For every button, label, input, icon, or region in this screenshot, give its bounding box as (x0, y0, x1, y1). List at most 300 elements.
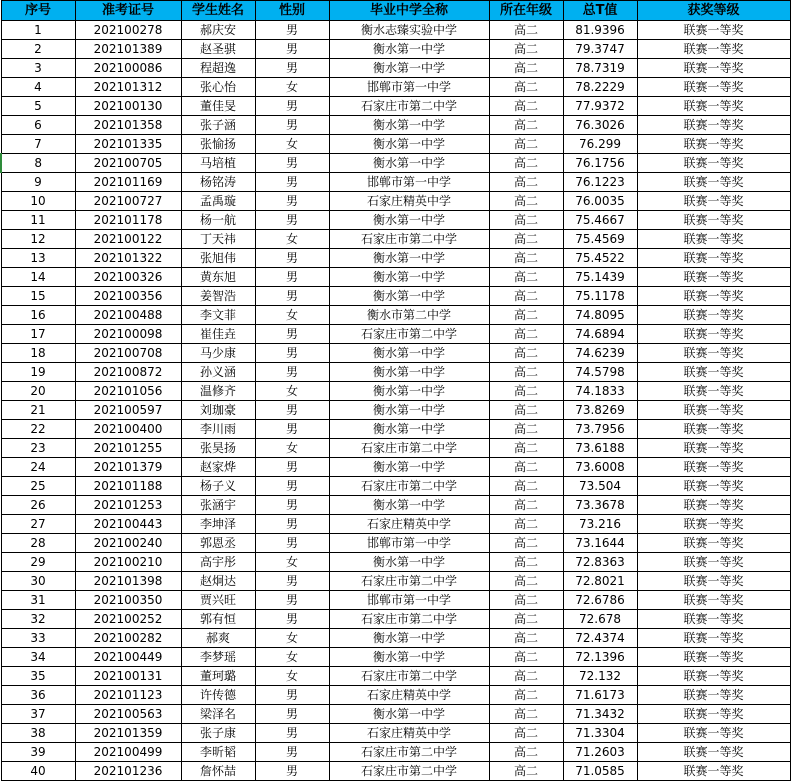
cell-award-level[interactable]: 联赛一等奖 (637, 192, 790, 211)
cell-total-t[interactable]: 75.1439 (563, 268, 637, 287)
cell-gender[interactable]: 女 (255, 439, 329, 458)
cell-grade[interactable]: 高二 (489, 211, 563, 230)
cell-award-level[interactable]: 联赛一等奖 (637, 591, 790, 610)
cell-school[interactable]: 石家庄精英中学 (329, 192, 489, 211)
cell-student-name[interactable]: 贾兴旺 (181, 591, 255, 610)
cell-grade[interactable]: 高二 (489, 40, 563, 59)
cell-school[interactable]: 衡水市第二中学 (329, 306, 489, 325)
cell-exam-id[interactable]: 202100563 (75, 705, 181, 724)
cell-exam-id[interactable]: 202101312 (75, 78, 181, 97)
cell-award-level[interactable]: 联赛一等奖 (637, 230, 790, 249)
cell-award-level[interactable]: 联赛一等奖 (637, 211, 790, 230)
column-header-total-t[interactable]: 总T值 (563, 1, 637, 21)
cell-grade[interactable]: 高二 (489, 477, 563, 496)
cell-total-t[interactable]: 73.7956 (563, 420, 637, 439)
cell-gender[interactable]: 男 (255, 154, 329, 173)
cell-student-name[interactable]: 张心怡 (181, 78, 255, 97)
cell-student-name[interactable]: 梁泽名 (181, 705, 255, 724)
cell-index[interactable]: 14 (1, 268, 75, 287)
cell-student-name[interactable]: 许传德 (181, 686, 255, 705)
cell-award-level[interactable]: 联赛一等奖 (637, 21, 790, 40)
cell-school[interactable]: 衡水第一中学 (329, 363, 489, 382)
cell-total-t[interactable]: 76.3026 (563, 116, 637, 135)
cell-index[interactable]: 10 (1, 192, 75, 211)
cell-index[interactable]: 37 (1, 705, 75, 724)
cell-exam-id[interactable]: 202100282 (75, 629, 181, 648)
cell-index[interactable]: 27 (1, 515, 75, 534)
cell-exam-id[interactable]: 202100122 (75, 230, 181, 249)
cell-total-t[interactable]: 74.6239 (563, 344, 637, 363)
cell-award-level[interactable]: 联赛一等奖 (637, 363, 790, 382)
cell-exam-id[interactable]: 202100326 (75, 268, 181, 287)
cell-total-t[interactable]: 72.678 (563, 610, 637, 629)
cell-student-name[interactable]: 高宇彤 (181, 553, 255, 572)
cell-gender[interactable]: 男 (255, 705, 329, 724)
cell-gender[interactable]: 女 (255, 135, 329, 154)
cell-exam-id[interactable]: 202101178 (75, 211, 181, 230)
cell-total-t[interactable]: 78.7319 (563, 59, 637, 78)
cell-exam-id[interactable]: 202100240 (75, 534, 181, 553)
cell-exam-id[interactable]: 202100488 (75, 306, 181, 325)
cell-index[interactable]: 24 (1, 458, 75, 477)
cell-school[interactable]: 石家庄市第二中学 (329, 439, 489, 458)
cell-award-level[interactable]: 联赛一等奖 (637, 59, 790, 78)
cell-grade[interactable]: 高二 (489, 97, 563, 116)
cell-index[interactable]: 22 (1, 420, 75, 439)
cell-school[interactable]: 石家庄市第二中学 (329, 743, 489, 762)
cell-grade[interactable]: 高二 (489, 306, 563, 325)
cell-student-name[interactable]: 李川雨 (181, 420, 255, 439)
cell-grade[interactable]: 高二 (489, 496, 563, 515)
cell-student-name[interactable]: 郝爽 (181, 629, 255, 648)
cell-student-name[interactable]: 赵圣骐 (181, 40, 255, 59)
cell-student-name[interactable]: 张子涵 (181, 116, 255, 135)
cell-exam-id[interactable]: 202101236 (75, 762, 181, 781)
cell-exam-id[interactable]: 202100098 (75, 325, 181, 344)
cell-total-t[interactable]: 72.1396 (563, 648, 637, 667)
cell-award-level[interactable]: 联赛一等奖 (637, 173, 790, 192)
cell-index[interactable]: 15 (1, 287, 75, 306)
cell-student-name[interactable]: 杨子义 (181, 477, 255, 496)
cell-gender[interactable]: 男 (255, 97, 329, 116)
cell-grade[interactable]: 高二 (489, 591, 563, 610)
cell-total-t[interactable]: 71.3432 (563, 705, 637, 724)
cell-school[interactable]: 衡水第一中学 (329, 401, 489, 420)
cell-gender[interactable]: 男 (255, 211, 329, 230)
cell-student-name[interactable]: 李坤泽 (181, 515, 255, 534)
cell-grade[interactable]: 高二 (489, 515, 563, 534)
cell-index[interactable]: 12 (1, 230, 75, 249)
cell-grade[interactable]: 高二 (489, 458, 563, 477)
cell-grade[interactable]: 高二 (489, 705, 563, 724)
cell-exam-id[interactable]: 202100449 (75, 648, 181, 667)
cell-total-t[interactable]: 74.1833 (563, 382, 637, 401)
cell-award-level[interactable]: 联赛一等奖 (637, 667, 790, 686)
cell-index[interactable]: 36 (1, 686, 75, 705)
cell-school[interactable]: 衡水第一中学 (329, 705, 489, 724)
cell-index[interactable]: 13 (1, 249, 75, 268)
cell-grade[interactable]: 高二 (489, 363, 563, 382)
cell-grade[interactable]: 高二 (489, 572, 563, 591)
cell-gender[interactable]: 女 (255, 382, 329, 401)
cell-exam-id[interactable]: 202100872 (75, 363, 181, 382)
cell-student-name[interactable]: 马培植 (181, 154, 255, 173)
cell-grade[interactable]: 高二 (489, 648, 563, 667)
cell-total-t[interactable]: 81.9396 (563, 21, 637, 40)
cell-student-name[interactable]: 刘珈豪 (181, 401, 255, 420)
cell-gender[interactable]: 女 (255, 78, 329, 97)
cell-exam-id[interactable]: 202101379 (75, 458, 181, 477)
cell-total-t[interactable]: 72.132 (563, 667, 637, 686)
cell-award-level[interactable]: 联赛一等奖 (637, 496, 790, 515)
cell-total-t[interactable]: 77.9372 (563, 97, 637, 116)
cell-exam-id[interactable]: 202100350 (75, 591, 181, 610)
cell-student-name[interactable]: 张昊扬 (181, 439, 255, 458)
cell-index[interactable]: 39 (1, 743, 75, 762)
cell-grade[interactable]: 高二 (489, 629, 563, 648)
cell-total-t[interactable]: 72.4374 (563, 629, 637, 648)
cell-total-t[interactable]: 72.6786 (563, 591, 637, 610)
cell-student-name[interactable]: 李文菲 (181, 306, 255, 325)
cell-award-level[interactable]: 联赛一等奖 (637, 344, 790, 363)
cell-total-t[interactable]: 75.4522 (563, 249, 637, 268)
cell-index[interactable]: 1 (1, 21, 75, 40)
cell-student-name[interactable]: 杨铭涛 (181, 173, 255, 192)
cell-total-t[interactable]: 73.6008 (563, 458, 637, 477)
cell-grade[interactable]: 高二 (489, 553, 563, 572)
cell-gender[interactable]: 男 (255, 59, 329, 78)
cell-index[interactable]: 18 (1, 344, 75, 363)
cell-student-name[interactable]: 黄东旭 (181, 268, 255, 287)
cell-index[interactable]: 35 (1, 667, 75, 686)
cell-index[interactable]: 17 (1, 325, 75, 344)
cell-index[interactable]: 11 (1, 211, 75, 230)
column-header-grade[interactable]: 所在年级 (489, 1, 563, 21)
cell-award-level[interactable]: 联赛一等奖 (637, 458, 790, 477)
cell-exam-id[interactable]: 202101335 (75, 135, 181, 154)
cell-gender[interactable]: 男 (255, 401, 329, 420)
cell-gender[interactable]: 女 (255, 306, 329, 325)
cell-grade[interactable]: 高二 (489, 762, 563, 781)
cell-gender[interactable]: 男 (255, 496, 329, 515)
cell-index[interactable]: 32 (1, 610, 75, 629)
cell-index[interactable]: 19 (1, 363, 75, 382)
cell-exam-id[interactable]: 202101359 (75, 724, 181, 743)
cell-total-t[interactable]: 73.216 (563, 515, 637, 534)
cell-student-name[interactable]: 程超逸 (181, 59, 255, 78)
cell-total-t[interactable]: 72.8363 (563, 553, 637, 572)
cell-exam-id[interactable]: 202101253 (75, 496, 181, 515)
cell-grade[interactable]: 高二 (489, 154, 563, 173)
cell-total-t[interactable]: 75.4569 (563, 230, 637, 249)
cell-award-level[interactable]: 联赛一等奖 (637, 154, 790, 173)
cell-student-name[interactable]: 董珂璐 (181, 667, 255, 686)
cell-index[interactable]: 20 (1, 382, 75, 401)
cell-exam-id[interactable]: 202100278 (75, 21, 181, 40)
cell-school[interactable]: 衡水第一中学 (329, 154, 489, 173)
cell-school[interactable]: 衡水第一中学 (329, 268, 489, 287)
cell-award-level[interactable]: 联赛一等奖 (637, 382, 790, 401)
cell-school[interactable]: 石家庄市第二中学 (329, 762, 489, 781)
cell-gender[interactable]: 女 (255, 230, 329, 249)
cell-student-name[interactable]: 张子康 (181, 724, 255, 743)
cell-grade[interactable]: 高二 (489, 420, 563, 439)
cell-student-name[interactable]: 李梦瑶 (181, 648, 255, 667)
cell-school[interactable]: 石家庄市第二中学 (329, 230, 489, 249)
cell-grade[interactable]: 高二 (489, 439, 563, 458)
cell-student-name[interactable]: 詹怀喆 (181, 762, 255, 781)
cell-grade[interactable]: 高二 (489, 401, 563, 420)
cell-exam-id[interactable]: 202100705 (75, 154, 181, 173)
cell-student-name[interactable]: 孟禹璇 (181, 192, 255, 211)
cell-student-name[interactable]: 杨一航 (181, 211, 255, 230)
cell-school[interactable]: 衡水第一中学 (329, 211, 489, 230)
cell-award-level[interactable]: 联赛一等奖 (637, 686, 790, 705)
cell-total-t[interactable]: 75.4667 (563, 211, 637, 230)
cell-school[interactable]: 衡水第一中学 (329, 287, 489, 306)
cell-grade[interactable]: 高二 (489, 610, 563, 629)
cell-index[interactable]: 28 (1, 534, 75, 553)
cell-exam-id[interactable]: 202100252 (75, 610, 181, 629)
cell-award-level[interactable]: 联赛一等奖 (637, 306, 790, 325)
cell-school[interactable]: 邯郸市第一中学 (329, 173, 489, 192)
cell-gender[interactable]: 男 (255, 724, 329, 743)
cell-exam-id[interactable]: 202101169 (75, 173, 181, 192)
cell-award-level[interactable]: 联赛一等奖 (637, 705, 790, 724)
cell-award-level[interactable]: 联赛一等奖 (637, 610, 790, 629)
cell-school[interactable]: 石家庄市第二中学 (329, 667, 489, 686)
cell-school[interactable]: 衡水第一中学 (329, 249, 489, 268)
cell-award-level[interactable]: 联赛一等奖 (637, 534, 790, 553)
cell-grade[interactable]: 高二 (489, 249, 563, 268)
cell-exam-id[interactable]: 202101398 (75, 572, 181, 591)
cell-gender[interactable]: 男 (255, 591, 329, 610)
cell-grade[interactable]: 高二 (489, 743, 563, 762)
cell-award-level[interactable]: 联赛一等奖 (637, 325, 790, 344)
cell-total-t[interactable]: 73.504 (563, 477, 637, 496)
cell-school[interactable]: 石家庄市第二中学 (329, 572, 489, 591)
cell-grade[interactable]: 高二 (489, 724, 563, 743)
cell-grade[interactable]: 高二 (489, 534, 563, 553)
cell-grade[interactable]: 高二 (489, 173, 563, 192)
cell-student-name[interactable]: 郝庆安 (181, 21, 255, 40)
cell-index[interactable]: 16 (1, 306, 75, 325)
cell-school[interactable]: 衡水第一中学 (329, 496, 489, 515)
cell-index[interactable]: 29 (1, 553, 75, 572)
cell-gender[interactable]: 男 (255, 268, 329, 287)
cell-student-name[interactable]: 温修齐 (181, 382, 255, 401)
cell-index[interactable]: 34 (1, 648, 75, 667)
cell-gender[interactable]: 男 (255, 762, 329, 781)
cell-exam-id[interactable]: 202100708 (75, 344, 181, 363)
cell-school[interactable]: 衡水第一中学 (329, 420, 489, 439)
column-header-student-name[interactable]: 学生姓名 (181, 1, 255, 21)
cell-student-name[interactable]: 丁天祎 (181, 230, 255, 249)
cell-gender[interactable]: 男 (255, 515, 329, 534)
cell-gender[interactable]: 男 (255, 686, 329, 705)
cell-student-name[interactable]: 姜智浩 (181, 287, 255, 306)
cell-gender[interactable]: 男 (255, 116, 329, 135)
column-header-award-level[interactable]: 获奖等级 (637, 1, 790, 21)
cell-grade[interactable]: 高二 (489, 59, 563, 78)
cell-student-name[interactable]: 张旭伟 (181, 249, 255, 268)
cell-grade[interactable]: 高二 (489, 192, 563, 211)
cell-gender[interactable]: 女 (255, 629, 329, 648)
cell-grade[interactable]: 高二 (489, 382, 563, 401)
cell-grade[interactable]: 高二 (489, 116, 563, 135)
cell-grade[interactable]: 高二 (489, 325, 563, 344)
cell-student-name[interactable]: 马少康 (181, 344, 255, 363)
cell-award-level[interactable]: 联赛一等奖 (637, 743, 790, 762)
cell-exam-id[interactable]: 202100086 (75, 59, 181, 78)
cell-total-t[interactable]: 75.1178 (563, 287, 637, 306)
cell-gender[interactable]: 男 (255, 192, 329, 211)
cell-grade[interactable]: 高二 (489, 230, 563, 249)
cell-student-name[interactable]: 赵家烨 (181, 458, 255, 477)
cell-index[interactable]: 6 (1, 116, 75, 135)
cell-school[interactable]: 衡水第一中学 (329, 553, 489, 572)
cell-index[interactable]: 33 (1, 629, 75, 648)
cell-index[interactable]: 4 (1, 78, 75, 97)
cell-award-level[interactable]: 联赛一等奖 (637, 401, 790, 420)
cell-school[interactable]: 邯郸市第一中学 (329, 78, 489, 97)
cell-grade[interactable]: 高二 (489, 21, 563, 40)
cell-index[interactable]: 8 (1, 154, 75, 173)
cell-grade[interactable]: 高二 (489, 135, 563, 154)
cell-index[interactable]: 7 (1, 135, 75, 154)
cell-total-t[interactable]: 71.0585 (563, 762, 637, 781)
cell-grade[interactable]: 高二 (489, 287, 563, 306)
cell-grade[interactable]: 高二 (489, 686, 563, 705)
cell-student-name[interactable]: 张愉扬 (181, 135, 255, 154)
cell-gender[interactable]: 男 (255, 287, 329, 306)
cell-index[interactable]: 2 (1, 40, 75, 59)
cell-total-t[interactable]: 73.1644 (563, 534, 637, 553)
cell-gender[interactable]: 男 (255, 534, 329, 553)
cell-award-level[interactable]: 联赛一等奖 (637, 135, 790, 154)
cell-gender[interactable]: 男 (255, 363, 329, 382)
cell-index[interactable]: 40 (1, 762, 75, 781)
cell-index[interactable]: 9 (1, 173, 75, 192)
cell-gender[interactable]: 男 (255, 420, 329, 439)
cell-school[interactable]: 石家庄市第二中学 (329, 610, 489, 629)
cell-total-t[interactable]: 73.8269 (563, 401, 637, 420)
cell-grade[interactable]: 高二 (489, 78, 563, 97)
cell-gender[interactable]: 男 (255, 173, 329, 192)
cell-school[interactable]: 石家庄市第二中学 (329, 325, 489, 344)
cell-school[interactable]: 衡水第一中学 (329, 344, 489, 363)
cell-gender[interactable]: 男 (255, 572, 329, 591)
cell-grade[interactable]: 高二 (489, 344, 563, 363)
cell-total-t[interactable]: 74.8095 (563, 306, 637, 325)
cell-school[interactable]: 石家庄市第二中学 (329, 97, 489, 116)
cell-total-t[interactable]: 71.2603 (563, 743, 637, 762)
cell-school[interactable]: 衡水第一中学 (329, 40, 489, 59)
cell-exam-id[interactable]: 202100443 (75, 515, 181, 534)
cell-index[interactable]: 30 (1, 572, 75, 591)
cell-exam-id[interactable]: 202100597 (75, 401, 181, 420)
cell-total-t[interactable]: 72.8021 (563, 572, 637, 591)
cell-exam-id[interactable]: 202100356 (75, 287, 181, 306)
cell-award-level[interactable]: 联赛一等奖 (637, 78, 790, 97)
cell-school[interactable]: 衡水第一中学 (329, 382, 489, 401)
cell-school[interactable]: 衡水第一中学 (329, 116, 489, 135)
cell-school[interactable]: 衡水第一中学 (329, 629, 489, 648)
cell-gender[interactable]: 男 (255, 743, 329, 762)
cell-gender[interactable]: 女 (255, 667, 329, 686)
cell-award-level[interactable]: 联赛一等奖 (637, 420, 790, 439)
column-header-exam-id[interactable]: 准考证号 (75, 1, 181, 21)
column-header-gender[interactable]: 性别 (255, 1, 329, 21)
cell-exam-id[interactable]: 202101255 (75, 439, 181, 458)
cell-exam-id[interactable]: 202100210 (75, 553, 181, 572)
cell-award-level[interactable]: 联赛一等奖 (637, 724, 790, 743)
cell-gender[interactable]: 女 (255, 553, 329, 572)
cell-index[interactable]: 38 (1, 724, 75, 743)
cell-award-level[interactable]: 联赛一等奖 (637, 572, 790, 591)
cell-total-t[interactable]: 71.6173 (563, 686, 637, 705)
cell-total-t[interactable]: 76.0035 (563, 192, 637, 211)
cell-index[interactable]: 5 (1, 97, 75, 116)
cell-total-t[interactable]: 76.1756 (563, 154, 637, 173)
cell-student-name[interactable]: 郭恩丞 (181, 534, 255, 553)
cell-student-name[interactable]: 赵炯达 (181, 572, 255, 591)
cell-award-level[interactable]: 联赛一等奖 (637, 553, 790, 572)
cell-award-level[interactable]: 联赛一等奖 (637, 477, 790, 496)
cell-gender[interactable]: 男 (255, 477, 329, 496)
cell-exam-id[interactable]: 202101123 (75, 686, 181, 705)
cell-index[interactable]: 23 (1, 439, 75, 458)
cell-gender[interactable]: 男 (255, 249, 329, 268)
cell-school[interactable]: 石家庄市第二中学 (329, 477, 489, 496)
cell-school[interactable]: 邯郸市第一中学 (329, 591, 489, 610)
cell-total-t[interactable]: 71.3304 (563, 724, 637, 743)
cell-school[interactable]: 衡水第一中学 (329, 648, 489, 667)
cell-exam-id[interactable]: 202101056 (75, 382, 181, 401)
cell-grade[interactable]: 高二 (489, 268, 563, 287)
cell-index[interactable]: 25 (1, 477, 75, 496)
column-header-index[interactable]: 序号 (1, 1, 75, 21)
cell-total-t[interactable]: 74.5798 (563, 363, 637, 382)
cell-gender[interactable]: 男 (255, 610, 329, 629)
cell-exam-id[interactable]: 202101358 (75, 116, 181, 135)
cell-student-name[interactable]: 董佳旻 (181, 97, 255, 116)
cell-award-level[interactable]: 联赛一等奖 (637, 268, 790, 287)
cell-award-level[interactable]: 联赛一等奖 (637, 40, 790, 59)
cell-total-t[interactable]: 74.6894 (563, 325, 637, 344)
cell-school[interactable]: 石家庄精英中学 (329, 515, 489, 534)
cell-student-name[interactable]: 郭有恒 (181, 610, 255, 629)
cell-gender[interactable]: 男 (255, 325, 329, 344)
cell-exam-id[interactable]: 202101322 (75, 249, 181, 268)
cell-exam-id[interactable]: 202100131 (75, 667, 181, 686)
cell-gender[interactable]: 男 (255, 40, 329, 59)
cell-award-level[interactable]: 联赛一等奖 (637, 515, 790, 534)
cell-award-level[interactable]: 联赛一等奖 (637, 97, 790, 116)
cell-school[interactable]: 邯郸市第一中学 (329, 534, 489, 553)
cell-gender[interactable]: 男 (255, 344, 329, 363)
cell-exam-id[interactable]: 202101188 (75, 477, 181, 496)
cell-student-name[interactable]: 孙义涵 (181, 363, 255, 382)
cell-index[interactable]: 3 (1, 59, 75, 78)
cell-school[interactable]: 衡水志臻实验中学 (329, 21, 489, 40)
column-header-school[interactable]: 毕业中学全称 (329, 1, 489, 21)
cell-total-t[interactable]: 76.299 (563, 135, 637, 154)
cell-exam-id[interactable]: 202101389 (75, 40, 181, 59)
cell-award-level[interactable]: 联赛一等奖 (637, 629, 790, 648)
cell-student-name[interactable]: 李昕韬 (181, 743, 255, 762)
cell-student-name[interactable]: 张涵宇 (181, 496, 255, 515)
